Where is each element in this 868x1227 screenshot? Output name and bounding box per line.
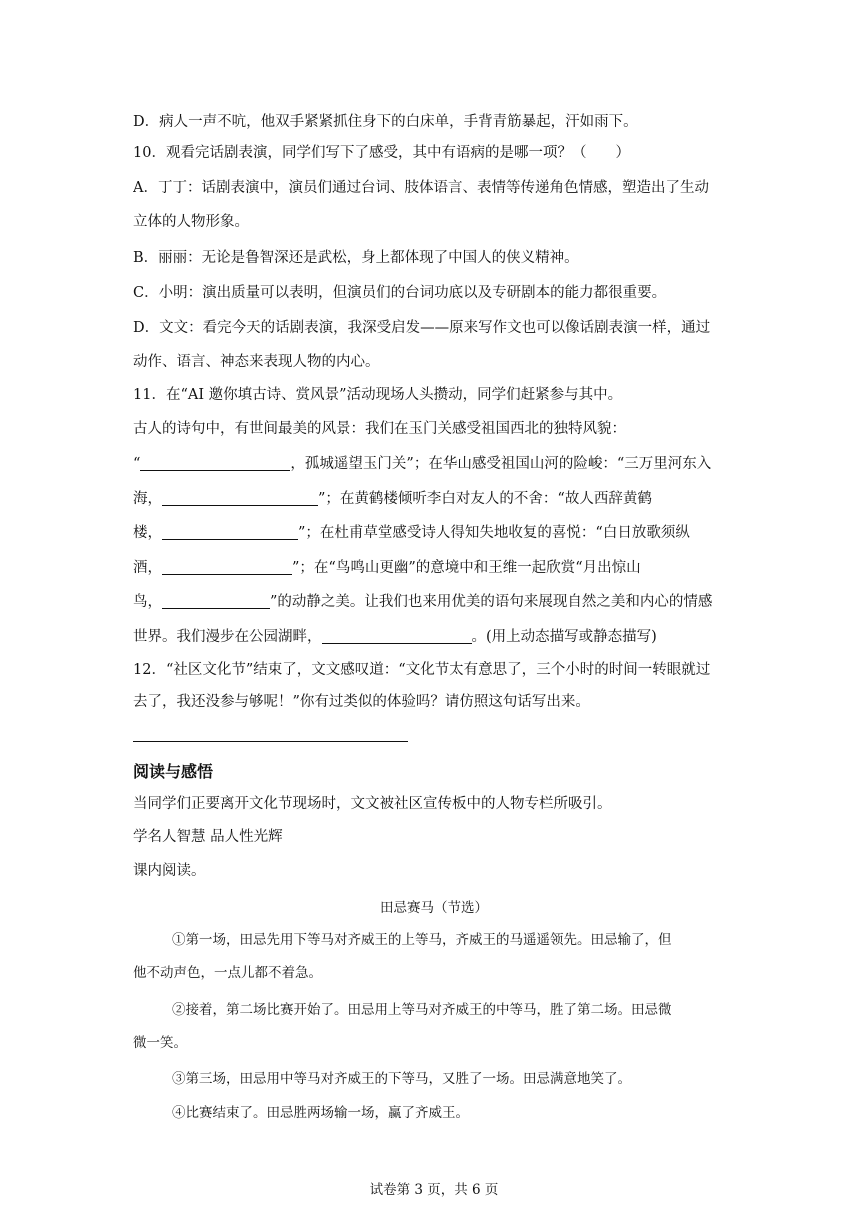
emphasis-char: 个: [550, 662, 566, 678]
reading-label: 课内阅读。: [133, 863, 206, 879]
emphasis-char: 三: [536, 662, 551, 678]
passage-p2-line2: 微一笑。: [133, 1035, 187, 1051]
passage-p3: ③第三场，田忌用中等马对齐威王的下等马，又胜了一场。田忌满意地笑了。: [172, 1071, 631, 1087]
emphasis-char: 时: [608, 662, 624, 678]
emphasis-char: 病: [470, 145, 485, 161]
emphasis-char: 一: [637, 662, 653, 678]
page-footer: 试卷第 3 页，共 6 页: [369, 1182, 499, 1198]
q11-line6: 酒， ”；在“鸟鸣山更幽”的意境中和王维一起欣赏“月出惊山: [133, 560, 641, 576]
fill-blank-3[interactable]: [162, 524, 298, 540]
emphasis-char: 间: [623, 662, 638, 678]
fill-blank-6[interactable]: [322, 628, 472, 644]
passage-p1-line2: 他不动声色，一点儿都不着急。: [133, 965, 322, 981]
q12-line2: 去了，我还没参与够呢！”你有过类似的体验吗？请仿照这句话写出来。: [133, 694, 590, 710]
reading-intro: 当同学们正要离开文化节现场时，文文被社区宣传板中的人物专栏所吸引。: [133, 796, 612, 812]
emphasis-char: 小: [565, 662, 580, 678]
emphasis-char: 过: [695, 662, 711, 678]
emphasis-char: 时: [579, 662, 595, 678]
q11-line5: 楼， ”；在杜甫草堂感受诗人得知失地收复的喜悦：“白日放歌须纵: [133, 525, 690, 541]
q12-answer-line[interactable]: [133, 741, 408, 742]
q10-stem-before: 10．观看完话剧表演，同学们写下了感受，其中: [133, 145, 442, 161]
emphasis-char: 语: [455, 145, 471, 161]
q11-line8: 世界。我们漫步在公园湖畔， 。(用上动态描写或静态描写): [133, 629, 657, 645]
emphasis-char: 转: [652, 662, 667, 678]
passage-title: 田忌赛马（节选）: [380, 900, 488, 916]
q11-line7: 鸟， ”的动静之美。让我们也来用优美的语句来展现自然之美和内心的情感: [133, 594, 713, 610]
q9-option-d: D．病人一声不吭，他双手紧紧抓住身下的白床单，手背青筋暴起，汗如雨下。: [133, 114, 638, 130]
q10-option-b: B．丽丽：无论是鲁智深还是武松，身上都体现了中国人的侠义精神。: [133, 250, 579, 266]
fill-blank-4[interactable]: [162, 559, 292, 575]
emphasis-char: 了: [147, 694, 162, 710]
q11-line4: 海， ”；在黄鹤楼倾听李白对友人的不舍：“故人西辞黄鹤: [133, 491, 652, 507]
q10-option-c: C．小明：演出质量可以表明，但演员们的台词功底以及专研剧本的能力都很重要。: [133, 285, 667, 301]
q10-option-a-line2: 立体的人物形象。: [133, 214, 249, 230]
q10-stem: [133, 143, 743, 163]
q11-intro: 古人的诗句中，有世间最美的风景：我们在玉门关感受祖国西北的独特风貌：: [133, 421, 626, 437]
passage-p4: ④比赛结束了。田忌胜两场输一场，赢了齐威王。: [172, 1105, 469, 1121]
emphasis-char: 有: [441, 145, 456, 161]
q11-stem: 11．在“AI 邀你填古诗、赏风景”活动现场人头攒动，同学们赶紧参与其中。: [133, 387, 623, 403]
fill-blank-5[interactable]: [162, 593, 270, 609]
emphasis-char: 就: [681, 662, 696, 678]
passage-p1-line1: ①第一场，田忌先用下等马对齐威王的上等马，齐威王的马遥遥领先。田忌输了，但: [172, 932, 672, 948]
reading-subtitle: 学名人智慧 品人性光辉: [133, 829, 283, 845]
fill-blank-2[interactable]: [162, 490, 318, 506]
section-title: 阅读与感悟: [133, 762, 214, 781]
emphasis-char: 眼: [666, 662, 682, 678]
passage-p2-line1: ②接着，第二场比赛开始了。田忌用上等马对齐威王的中等马，胜了第二场。田忌微: [172, 1002, 672, 1018]
q12-line1: 12．“社区文化节”结束了，文文感叹道：“文化节太有意思了，三个小时的时间一转眼就过: [133, 662, 711, 678]
q10-option-a-line1: A．丁丁：话剧表演中，演员们通过台词、肢体语言、表情等传递角色情感，塑造出了生动: [133, 180, 709, 196]
emphasis-char: 的: [594, 662, 609, 678]
emphasis-char: 去: [133, 694, 148, 710]
q10-option-d-line1: D．文文：看完今天的话剧表演，我深受启发——原来写作文也可以像话剧表演一样，通过: [133, 320, 711, 336]
q10-option-d-line2: 动作、语言、神态来表现人物的内心。: [133, 354, 380, 370]
q10-stem-after: 的是哪一项？（ ）: [484, 145, 630, 161]
fill-blank-1[interactable]: [140, 455, 290, 471]
q11-line3: “ ，孤城遥望玉门关”；在华山感受祖国山河的险峻：“三万里河东入: [133, 456, 712, 472]
